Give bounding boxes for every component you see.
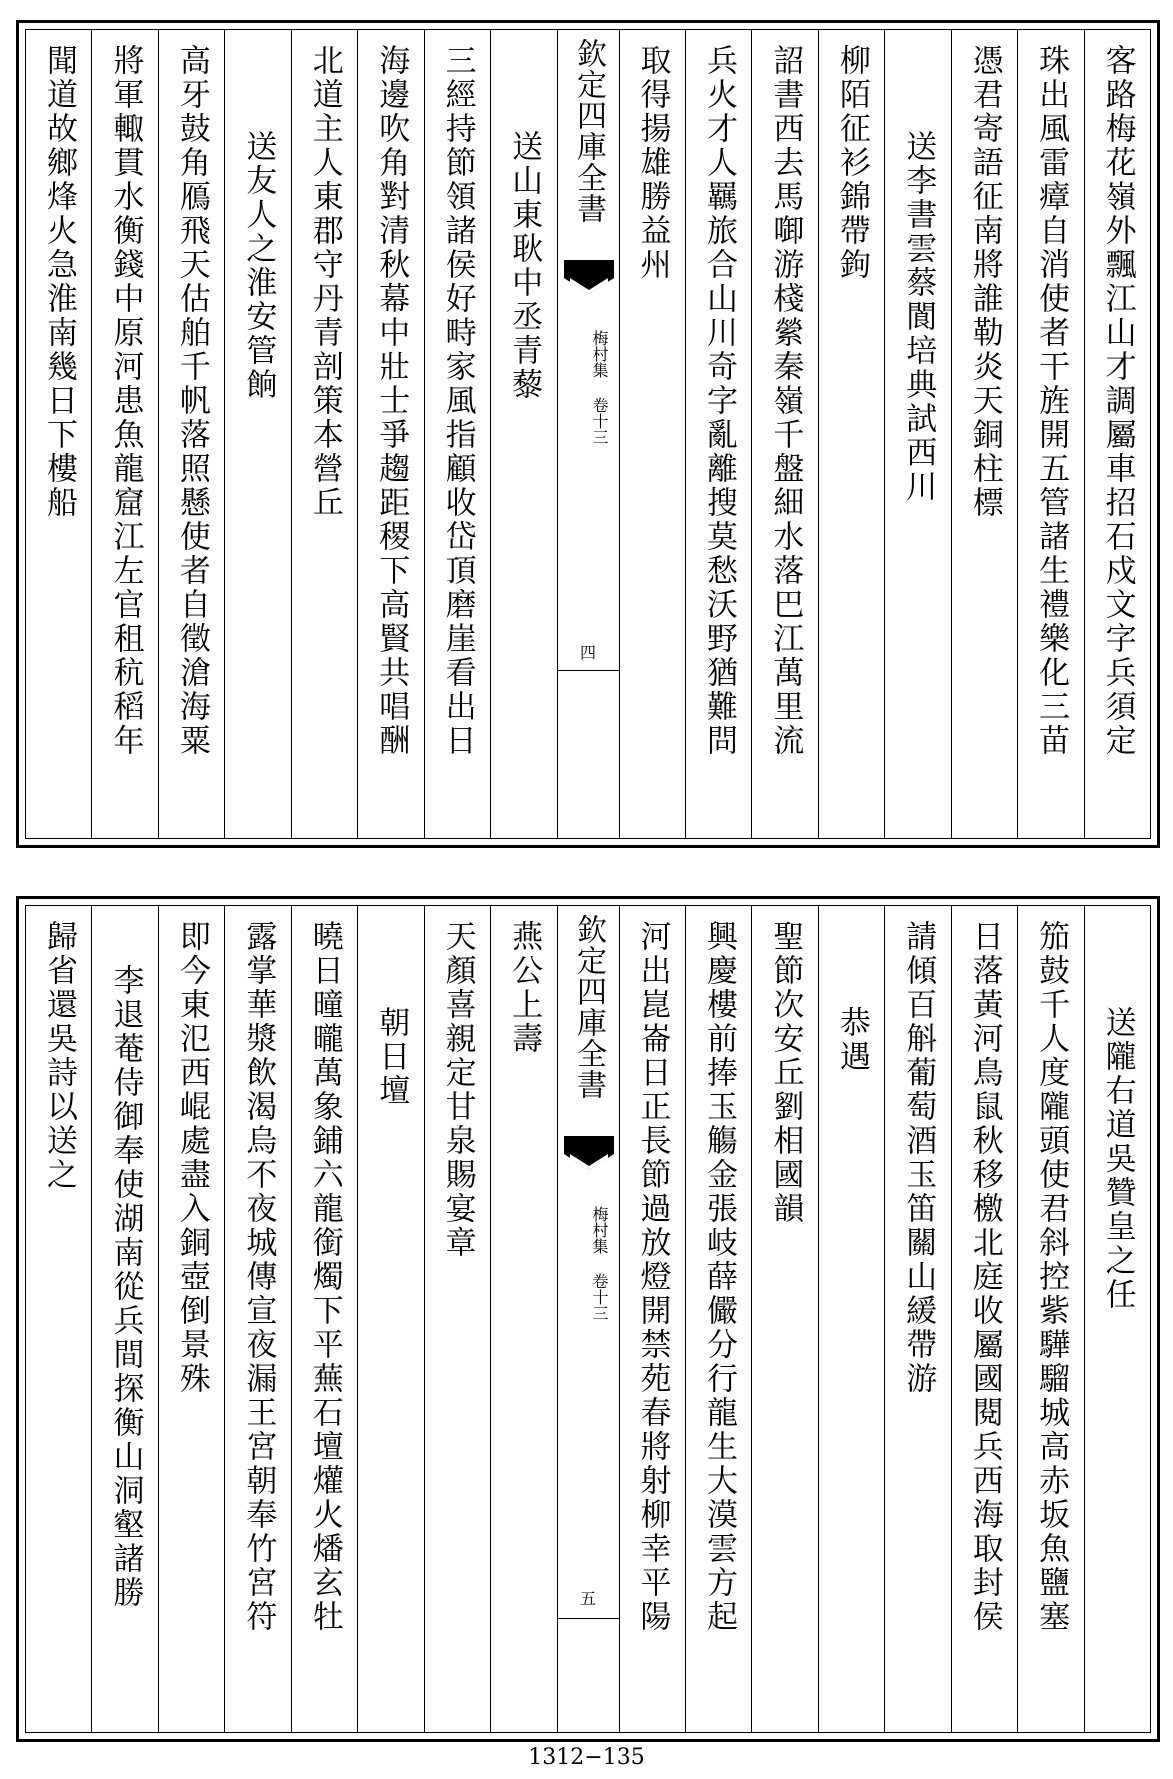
poem-title: 歸省還吳詩以送之 [41, 920, 77, 1192]
text-column [884, 906, 950, 1732]
verse-line: 珠出風雷瘴自消使者干旌開五管諸生禮樂化三苗 [1033, 44, 1070, 758]
text-column [951, 906, 1017, 1732]
center-fold-column [557, 906, 619, 1732]
verse-line: 天顏喜親定甘泉賜宴章 [439, 920, 476, 1260]
divider [558, 1618, 619, 1619]
verse-line: 日落黃河鳥鼠秋移檄北庭收屬國閱兵西海取封侯 [966, 920, 1003, 1634]
verse-line: 笳鼓千人度隴頭使君斜控紫驊騮城高赤坂魚鹽塞 [1033, 920, 1070, 1634]
text-column [685, 30, 751, 838]
poem-title: 送山東耿中丞青藜 [506, 130, 543, 402]
poem-title: 朝日壇 [373, 1006, 410, 1108]
poem-title: 聖節次安丘劉相國韻 [767, 920, 804, 1226]
poem-title: 恭遇 [833, 1006, 870, 1074]
verse-line: 海邊吹角對清秋幕中壯士爭趨距稷下高賢共唱酬 [373, 44, 410, 758]
text-column [424, 30, 490, 838]
verse-line: 憑君寄語征南將誰勒炎天銅柱標 [966, 44, 1003, 520]
text-column [751, 906, 817, 1732]
text-column [26, 30, 91, 838]
text-column [158, 906, 224, 1732]
text-column [291, 906, 357, 1732]
text-column [685, 906, 751, 1732]
verse-line: 聞道故鄉烽火急淮南幾日下樓船 [41, 44, 77, 520]
text-column [490, 30, 556, 838]
top-page-columns [26, 30, 1150, 838]
text-column [818, 906, 884, 1732]
volume-label: 梅村集 卷十三 [590, 1206, 609, 1321]
bottom-page-panel [16, 896, 1160, 1742]
verse-line: 請傾百斛葡萄酒玉笛關山緩帶游 [900, 920, 937, 1396]
footer-page-number: 1312−135 [528, 1745, 645, 1770]
text-column [818, 30, 884, 838]
text-column [1017, 30, 1083, 838]
poem-title: 李退菴侍御奉使湖南從兵間探衡山洞壑諸勝 [107, 964, 144, 1610]
verse-line: 曉日曈曨萬象鋪六龍銜燭下平蕪石壇爟火燔玄牡 [306, 920, 343, 1634]
verse-line: 高牙鼓角鴈飛天估舶千帆落照懸使者自徵滄海粟 [173, 44, 210, 758]
poem-title: 燕公上壽 [506, 920, 543, 1056]
text-column [91, 906, 157, 1732]
verse-line: 三經持節領諸侯好畤家風指顧收岱頂磨崖看出日 [439, 44, 476, 758]
page-number: 五 [579, 1589, 596, 1608]
text-column [1084, 906, 1150, 1732]
text-column [424, 906, 490, 1732]
text-column [357, 906, 423, 1732]
text-column [1084, 30, 1150, 838]
divider [558, 670, 619, 671]
fishtail-mark-icon [564, 260, 614, 296]
text-column [619, 30, 685, 838]
fishtail-mark-icon [564, 1136, 614, 1172]
bottom-page-frame [25, 905, 1151, 1733]
text-column [751, 30, 817, 838]
verse-line: 即今東氾西崐處盡入銅壺倒景殊 [173, 920, 210, 1396]
text-column [1017, 906, 1083, 1732]
text-column [357, 30, 423, 838]
verse-line: 客路梅花嶺外飄江山才調屬車招石戍文字兵須定 [1099, 44, 1136, 758]
verse-line: 露掌華漿飲渴烏不夜城傳宣夜漏王宮朝奉竹宮符 [240, 920, 277, 1634]
volume-label: 梅村集 卷十三 [590, 330, 609, 445]
text-column [26, 906, 91, 1732]
text-column [291, 30, 357, 838]
text-column [619, 906, 685, 1732]
poem-title: 送友人之淮安管餉 [240, 130, 277, 402]
top-page-panel [16, 20, 1160, 848]
poem-title: 送李書雲蔡閬培典試西川 [900, 130, 937, 504]
text-column [951, 30, 1017, 838]
verse-line: 北道主人東郡守丹青剖策本營丘 [306, 44, 343, 520]
top-page-frame [25, 29, 1151, 839]
verse-line: 兵火才人羈旅合山川奇字亂離搜莫愁沃野猶難問 [700, 44, 737, 758]
book-title: 欽定四庫全書 [571, 38, 606, 224]
page-number: 四 [579, 643, 596, 662]
verse-line: 取得揚雄勝益州 [634, 44, 671, 282]
verse-line: 興慶樓前捧玉觴金張岐薛儼分行龍生大漠雲方起 [700, 920, 737, 1634]
center-fold-column [557, 30, 619, 838]
book-title: 欽定四庫全書 [571, 914, 606, 1100]
text-column [224, 30, 290, 838]
verse-line: 柳陌征衫錦帶鉤 [833, 44, 870, 282]
poem-title: 送隴右道吳贊皇之任 [1099, 1006, 1136, 1312]
text-column [91, 30, 157, 838]
verse-line: 將軍輙貫水衡錢中原河患魚龍窟江左官租秔稻年 [107, 44, 144, 758]
text-column [224, 906, 290, 1732]
bottom-page-columns [26, 906, 1150, 1732]
text-column [490, 906, 556, 1732]
text-column [884, 30, 950, 838]
text-column [158, 30, 224, 838]
verse-line: 河出崑崙日正長節過放燈開禁苑春將射柳幸平陽 [634, 920, 671, 1634]
verse-line: 詔書西去馬啣游棧縈秦嶺千盤細水落巴江萬里流 [767, 44, 804, 758]
